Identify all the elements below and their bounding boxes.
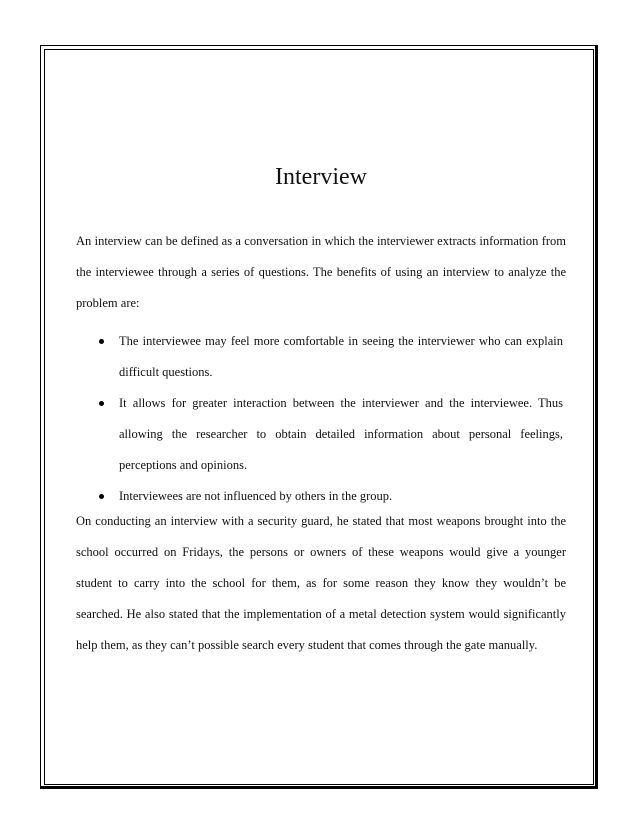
bullet-icon — [99, 494, 104, 499]
list-item — [76, 326, 563, 388]
bullet-icon — [99, 339, 104, 344]
benefits-list — [76, 326, 566, 512]
list-item-text: The interviewee may feel more comfortable in seeing the interviewer who can explain difficult questions. — [119, 334, 563, 379]
intro-paragraph: An interview can be defined as a conversation in which the interviewer extracts information from the interviewee through a series of questions. The benefits of using an interview to analyze the problem are: — [76, 234, 566, 310]
page-title: Interview — [275, 164, 367, 190]
list-item-text: It allows for greater interaction between the interviewer and the interviewee. Thus allowing the researcher to obtain detailed information about personal feelings, perceptions and opinions. — [119, 396, 563, 472]
bullet-icon — [99, 401, 104, 406]
closing-paragraph: On conducting an interview with a security guard, he stated that most weapons brought into the school occurred on Fridays, the persons or owners of these weapons would give a younger student to carry into the school for them, as for some reason they know they wouldn’t be searched. He also stated that the implementation of a metal detection system would significantly help them, as they can’t possible search every student that comes through the gate manually. — [76, 514, 566, 652]
list-item-text: Interviewees are not influenced by others in the group. — [119, 489, 393, 503]
list-item — [76, 388, 563, 481]
